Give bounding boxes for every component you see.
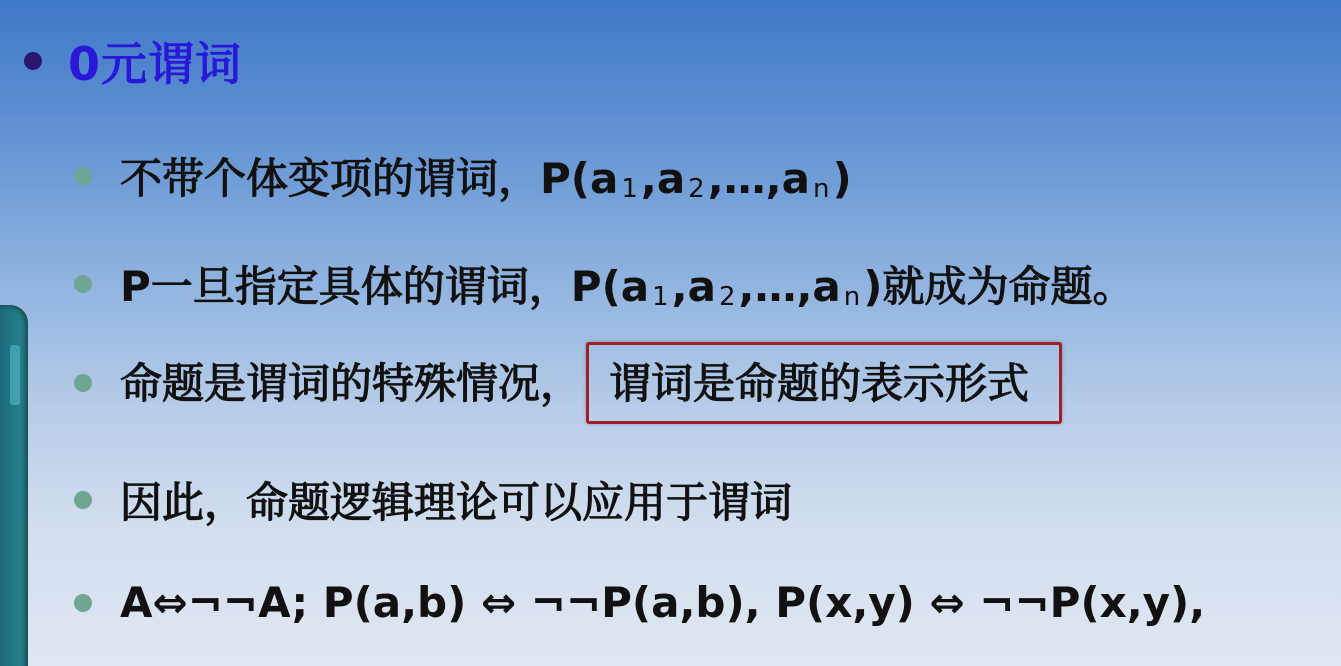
bullet-text-part: ,a: [671, 262, 716, 311]
side-decoration: [0, 305, 28, 666]
bullet-text: A⇔¬¬A; P(a,b) ⇔ ¬¬P(a,b), P(x,y) ⇔ ¬¬P(x,y),: [120, 578, 1206, 627]
bullet-dot-icon: [74, 167, 92, 185]
highlight-box: 谓词是命题的表示形式: [586, 342, 1062, 424]
subscript: 2: [718, 282, 736, 312]
bullet-text-part: ,a: [640, 154, 686, 203]
subscript: 1: [621, 174, 638, 204]
bullet-text-part: ,…,a: [707, 154, 810, 203]
bullet-text: [120, 146, 852, 206]
bullet-text-part: ): [832, 154, 852, 203]
bullet-item-1: [74, 146, 852, 206]
bullet-text-part: )就成为命题。: [863, 262, 1135, 311]
subscript: 1: [652, 282, 669, 312]
bullet-text-part: P一旦指定具体的谓词，P(a: [120, 262, 650, 311]
bullet-text-part: ,…,a: [738, 262, 841, 311]
bullet-item-5: [74, 578, 1205, 627]
slide-heading: [24, 28, 242, 94]
bullet-item-4: [74, 470, 792, 530]
bullet-text: 因此，命题逻辑理论可以应用于谓词: [120, 478, 793, 527]
subscript: n: [843, 282, 861, 312]
bullet-text: [120, 342, 1062, 424]
bullet-dot-icon: [74, 491, 92, 509]
bullet-item-2: [74, 254, 1134, 314]
bullet-dot-icon: [74, 275, 92, 293]
bullet-text: [120, 254, 1134, 314]
bullet-item-3: [74, 342, 1062, 424]
subscript: n: [812, 174, 830, 204]
bullet-dot-icon: [74, 374, 92, 392]
heading-text: 0元谓词: [68, 37, 243, 91]
bullet-dot-icon: [74, 594, 92, 612]
bullet-text-part: 不带个体变项的谓词，P(a: [120, 154, 619, 203]
heading-bullet-icon: [24, 52, 42, 70]
subscript: 2: [688, 174, 705, 204]
bullet-text-part: 命题是谓词的特殊情况，: [120, 359, 583, 408]
